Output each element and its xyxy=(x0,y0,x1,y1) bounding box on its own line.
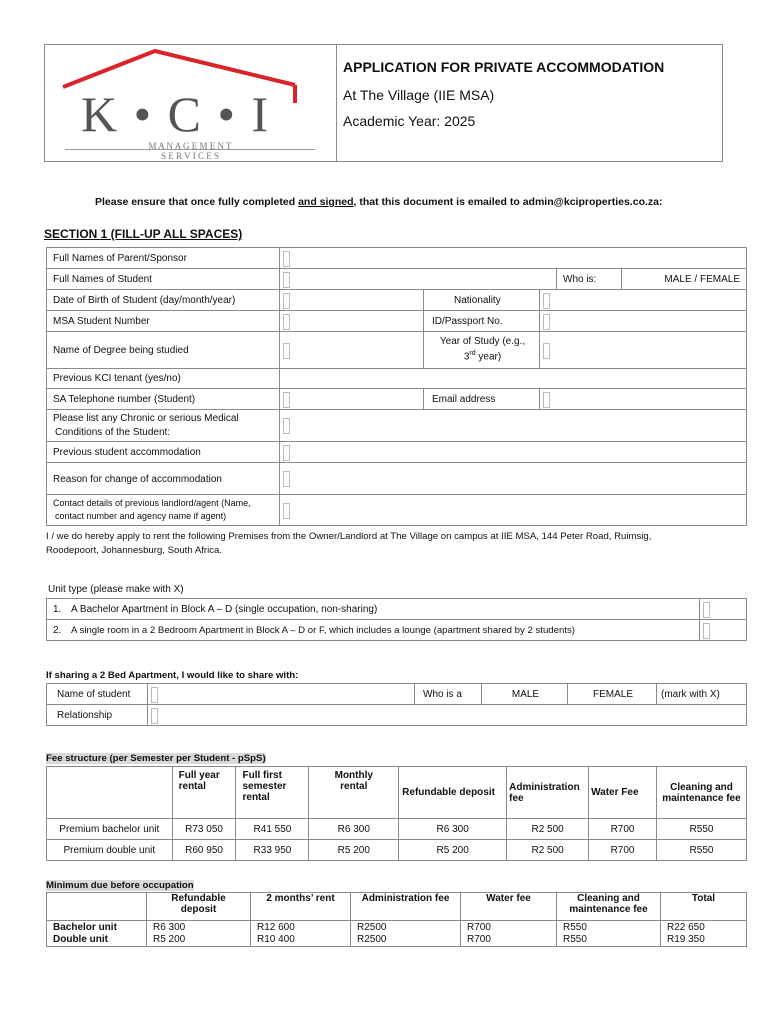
fee-row-deposit: R6 300 xyxy=(399,819,507,840)
telephone-field[interactable] xyxy=(279,388,424,410)
min-row-total: R19 350 xyxy=(661,934,747,947)
fee-header-cleaning-2: maintenance fee xyxy=(662,792,741,804)
student-name-label-cell xyxy=(46,268,280,290)
year-of-study-field[interactable] xyxy=(539,331,747,369)
text-cursor-icon xyxy=(283,392,290,408)
reason-label-cell xyxy=(46,462,280,495)
min-row-admin: R2500 xyxy=(351,921,461,934)
fee-row-admin: R2 500 xyxy=(507,819,589,840)
form-subtitle: At The Village (IIE MSA) xyxy=(343,87,495,103)
min-row-water: R700 xyxy=(461,921,557,934)
share-female-option[interactable] xyxy=(567,683,657,705)
email-label-cell xyxy=(423,388,540,410)
text-cursor-icon xyxy=(543,293,550,309)
fee-header-cleaning xyxy=(656,767,746,819)
fee-header-refundable xyxy=(399,767,507,819)
fee-header-first-sem xyxy=(236,767,309,819)
text-cursor-icon xyxy=(283,293,290,309)
min-header-admin-text: Administration fee xyxy=(361,893,450,904)
form-title: APPLICATION FOR PRIVATE ACCOMMODATION xyxy=(343,59,665,75)
dob-label-cell xyxy=(46,289,280,311)
fees-heading xyxy=(46,753,266,764)
minimum-heading xyxy=(46,880,194,891)
fee-row-double xyxy=(47,840,747,861)
min-row-deposit: R5 200 xyxy=(147,934,251,947)
nationality-field[interactable] xyxy=(539,289,747,311)
relationship-label-cell xyxy=(46,704,148,726)
notice-before: Please ensure that once fully completed xyxy=(95,196,299,208)
min-header-total xyxy=(661,893,747,921)
text-cursor-icon xyxy=(703,602,710,618)
fee-row-name: Premium double unit xyxy=(47,840,173,861)
min-header-blank xyxy=(47,893,147,921)
fee-header-water xyxy=(589,767,657,819)
share-who-is-cell xyxy=(414,683,482,705)
min-row-admin: R2500 xyxy=(351,934,461,947)
share-mark-label: (mark with X) xyxy=(661,689,720,700)
telephone-label-cell xyxy=(46,388,280,410)
year-of-study-sup: rd xyxy=(469,350,476,357)
student-number-label-cell xyxy=(46,310,280,332)
section1-heading: SECTION 1 (FILL-UP ALL SPACES) xyxy=(44,227,243,241)
fee-table xyxy=(46,766,747,861)
medical-field[interactable] xyxy=(279,409,747,442)
share-male-label: MALE xyxy=(511,689,540,700)
id-passport-label-cell xyxy=(423,310,540,332)
year-of-study-end: year) xyxy=(475,351,502,363)
gender-label: MALE / FEMALE xyxy=(664,274,740,285)
fee-header-first-sem-3: rental xyxy=(242,792,270,803)
unit-option-1-num: 1. xyxy=(53,604,62,615)
parent-name-field[interactable] xyxy=(279,247,747,269)
fee-row-cleaning: R550 xyxy=(656,819,746,840)
reason-label: Reason for change of accommodation xyxy=(53,474,222,485)
unit-option-2-num: 2. xyxy=(53,625,62,636)
min-header-cleaning-1: Cleaning and xyxy=(577,893,640,904)
id-passport-label: ID/Passport No. xyxy=(432,316,503,327)
notice-after: , that this document is emailed to admin@kciproperties.co.za: xyxy=(353,196,663,208)
gender-field[interactable] xyxy=(621,268,747,290)
logo-letters: K • C • I xyxy=(81,86,271,142)
text-cursor-icon xyxy=(703,623,710,639)
nationality-label: Nationality xyxy=(454,295,501,306)
fee-header-admin-2: fee xyxy=(509,792,524,804)
text-cursor-icon xyxy=(283,503,290,519)
relationship-field[interactable] xyxy=(147,704,747,726)
min-row-cleaning: R550 xyxy=(557,934,661,947)
year-of-study-label-1: Year of Study (e.g., xyxy=(439,336,526,347)
landlord-label-cell xyxy=(46,494,280,526)
unit-option-2-checkbox[interactable] xyxy=(699,619,747,641)
who-is-cell xyxy=(556,268,622,290)
unit-option-1-label: A Bachelor Apartment in Block A – D (single occupation, non-sharing) xyxy=(71,604,378,615)
application-text-1: I / we do hereby apply to rent the following Premises from the Owner/Landlord at The Village on campus at IIE MSA, 144 Peter Road, Ruimsig, xyxy=(46,531,652,542)
fee-row-full-year: R73 050 xyxy=(172,819,236,840)
min-header-water-text: Water fee xyxy=(486,893,531,904)
year-of-study-label-2 xyxy=(424,350,541,362)
medical-label-2: Conditions of the Student: xyxy=(55,427,171,438)
student-name-field[interactable] xyxy=(279,268,557,290)
student-name-label: Full Names of Student xyxy=(53,274,152,285)
min-header-cleaning-2: maintenance fee xyxy=(569,904,648,915)
year-of-study-label-cell xyxy=(423,331,540,369)
id-passport-field[interactable] xyxy=(539,310,747,332)
text-cursor-icon xyxy=(543,343,550,359)
min-row-cleaning: R550 xyxy=(557,921,661,934)
min-header-deposit xyxy=(147,893,251,921)
minimum-header-row xyxy=(47,893,747,921)
fees-heading-text: Fee structure (per Semester per Student - pSpS) xyxy=(46,753,266,764)
fee-header-row xyxy=(47,767,747,819)
parent-name-label-cell xyxy=(46,247,280,269)
prev-tenant-field[interactable] xyxy=(279,368,747,389)
min-header-admin xyxy=(351,893,461,921)
logo-sub2: S E R V I C E S xyxy=(161,151,219,161)
min-row-rent: R10 400 xyxy=(251,934,351,947)
medical-label-1: Please list any Chronic or serious Medical xyxy=(53,413,239,424)
prev-accommodation-field[interactable] xyxy=(279,441,747,463)
degree-label-cell xyxy=(46,331,280,369)
fee-header-refundable-text: Refundable deposit xyxy=(402,787,495,798)
logo-area xyxy=(45,45,337,161)
fee-header-first-sem-1: Full first xyxy=(242,770,282,781)
relationship-label: Relationship xyxy=(57,710,113,721)
min-header-cleaning xyxy=(557,893,661,921)
min-header-rent xyxy=(251,893,351,921)
min-header-total-text: Total xyxy=(691,893,716,904)
text-cursor-icon xyxy=(151,708,158,724)
medical-label-cell xyxy=(46,409,280,442)
application-text-2: Roodepoort, Johannesburg, South Africa. xyxy=(46,545,223,556)
fee-row-full-year: R60 950 xyxy=(172,840,236,861)
fee-header-admin xyxy=(507,767,589,819)
fee-header-monthly-1: Monthly xyxy=(334,770,373,781)
prev-tenant-label-cell xyxy=(46,368,280,389)
fee-row-monthly: R6 300 xyxy=(309,819,399,840)
fee-row-admin: R2 500 xyxy=(507,840,589,861)
landlord-label-2: contact number and agency name if agent) xyxy=(55,511,227,521)
min-row-deposit: R6 300 xyxy=(147,921,251,934)
fee-header-full-year-2: rental xyxy=(178,781,206,792)
fee-header-first-sem-2: semester xyxy=(242,781,287,792)
minimum-row-bachelor xyxy=(47,921,747,934)
fee-row-water: R700 xyxy=(589,819,657,840)
min-header-deposit-1: Refundable xyxy=(171,893,226,904)
min-row-name: Double unit xyxy=(47,934,147,947)
minimum-table xyxy=(46,892,747,947)
student-number-label: MSA Student Number xyxy=(53,316,150,327)
text-cursor-icon xyxy=(283,272,290,288)
minimum-row-double xyxy=(47,934,747,947)
fee-header-water-text: Water Fee xyxy=(591,787,639,798)
parent-name-label: Full Names of Parent/Sponsor xyxy=(53,253,187,264)
sharing-heading: If sharing a 2 Bed Apartment, I would like to share with: xyxy=(46,670,299,681)
min-row-water: R700 xyxy=(461,934,557,947)
fee-row-name: Premium bachelor unit xyxy=(47,819,173,840)
telephone-label: SA Telephone number (Student) xyxy=(53,394,196,405)
text-cursor-icon xyxy=(151,687,158,703)
email-label: Email address xyxy=(432,394,496,405)
who-is-label: Who is: xyxy=(563,274,597,285)
unit-option-1-cell xyxy=(46,598,700,620)
min-row-name: Bachelor unit xyxy=(47,921,147,934)
min-header-deposit-2: deposit xyxy=(180,904,217,915)
fee-row-bachelor xyxy=(47,819,747,840)
section1-form xyxy=(46,247,747,527)
fee-row-monthly: R5 200 xyxy=(309,840,399,861)
share-name-label: Name of student xyxy=(57,689,131,700)
year-of-study-num: 3 xyxy=(463,351,470,363)
student-number-field[interactable] xyxy=(279,310,424,332)
fee-header-admin-1: Administration xyxy=(509,781,580,793)
reason-field[interactable] xyxy=(279,462,747,495)
fee-header-full-year xyxy=(172,767,236,819)
academic-year: Academic Year: 2025 xyxy=(343,113,476,129)
unit-option-1-checkbox[interactable] xyxy=(699,598,747,620)
email-field[interactable] xyxy=(539,388,747,410)
unit-type-label: Unit type (please make with X) xyxy=(48,584,184,595)
min-header-water xyxy=(461,893,557,921)
unit-option-2-label: A single room in a 2 Bedroom Apartment in Block A – D or F, which includes a lounge (apartment shared by 2 students) xyxy=(71,625,575,636)
prev-accommodation-label-cell xyxy=(46,441,280,463)
fee-row-cleaning: R550 xyxy=(656,840,746,861)
text-cursor-icon xyxy=(543,392,550,408)
fee-row-water: R700 xyxy=(589,840,657,861)
min-row-total: R22 650 xyxy=(661,921,747,934)
share-mark-cell xyxy=(656,683,747,705)
nationality-label-cell xyxy=(423,289,540,311)
landlord-field[interactable] xyxy=(279,494,747,526)
fee-header-full-year-1: Full year xyxy=(178,770,220,781)
dob-label: Date of Birth of Student (day/month/year) xyxy=(53,295,236,306)
share-name-label-cell xyxy=(46,683,148,705)
text-cursor-icon xyxy=(543,314,550,330)
fee-header-monthly-2: rental xyxy=(340,781,368,792)
fee-header-cleaning-1: Cleaning and xyxy=(670,781,733,793)
prev-accommodation-label: Previous student accommodation xyxy=(53,447,201,458)
header-box xyxy=(44,44,723,162)
text-cursor-icon xyxy=(283,471,290,487)
text-cursor-icon xyxy=(283,445,290,461)
notice-underlined: and signed xyxy=(298,196,354,208)
prev-tenant-label: Previous KCI tenant (yes/no) xyxy=(53,373,181,384)
text-cursor-icon xyxy=(283,314,290,330)
min-header-rent-text: 2 months’ rent xyxy=(266,893,335,904)
degree-label: Name of Degree being studied xyxy=(53,345,189,356)
fee-header-blank xyxy=(47,767,173,819)
text-cursor-icon xyxy=(283,251,290,267)
unit-option-2-cell xyxy=(46,619,700,641)
share-name-field[interactable] xyxy=(147,683,415,705)
share-female-label: FEMALE xyxy=(592,689,633,700)
email-notice xyxy=(95,196,662,208)
fee-row-first-sem: R33 950 xyxy=(236,840,309,861)
logo-sub1: M A N A G E M E N T xyxy=(148,141,232,151)
fee-row-first-sem: R41 550 xyxy=(236,819,309,840)
dob-field[interactable] xyxy=(279,289,424,311)
landlord-label-1: Contact details of previous landlord/agent (Name, xyxy=(53,498,251,508)
fee-row-deposit: R5 200 xyxy=(399,840,507,861)
minimum-heading-text: Minimum due before occupation xyxy=(46,880,194,891)
text-cursor-icon xyxy=(283,343,290,359)
share-who-is-label: Who is a xyxy=(423,689,462,700)
fee-header-monthly xyxy=(309,767,399,819)
min-row-rent: R12 600 xyxy=(251,921,351,934)
text-cursor-icon xyxy=(283,418,290,434)
degree-field[interactable] xyxy=(279,331,424,369)
share-male-option[interactable] xyxy=(481,683,568,705)
